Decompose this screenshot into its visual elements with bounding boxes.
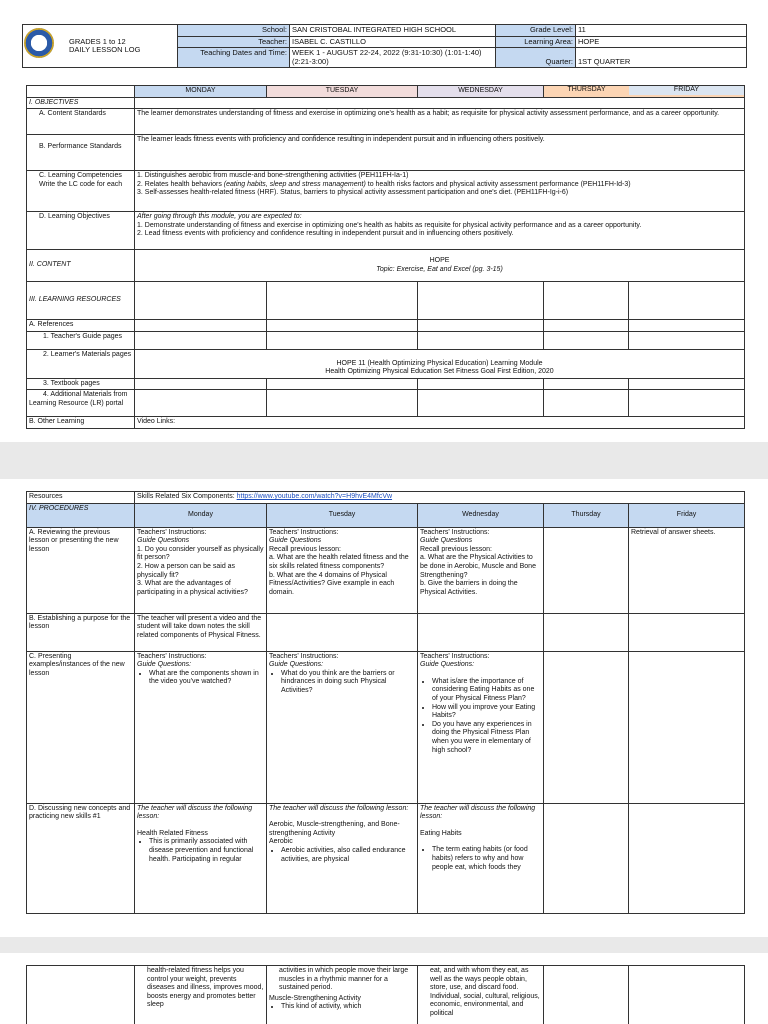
learning-objective-1: 1. Demonstrate understanding of fitness and exercise in optimizing one's health as habits as requisite for physical activity performance and as a career opportunity. xyxy=(137,221,642,229)
procedure-d-wednesday-cont: eat, and with whom they eat, as well as the ways people obtain, store, use, and discard food. Individual, social, cultural, religious, economic, environmental, and political xyxy=(418,966,544,1024)
content-standards-text: The learner demonstrates understanding of fitness and exercise in optimizing one's health as a habit; as requisite for physical activity assessment performance, and as a career opportunity. xyxy=(135,109,745,135)
learning-objectives-label: D. Learning Objectives xyxy=(27,212,135,250)
col-tuesday: Tuesday xyxy=(267,503,418,527)
learning-objectives-intro: After going through this module, you are expected to: xyxy=(137,213,302,221)
learning-competencies-text xyxy=(135,171,745,212)
procedures-continued-table xyxy=(26,965,745,1024)
guide-questions-heading: Guide Questions xyxy=(269,537,322,545)
recall-heading: Recall previous lesson: xyxy=(269,545,341,553)
learners-materials-line2: Health Optimizing Physical Education Set Fitness Goal First Edition, 2020 xyxy=(325,368,554,376)
teachers-instructions: Teachers' Instructions: xyxy=(137,528,207,536)
procedures-table xyxy=(26,491,745,914)
learning-area-label: Learning Area: xyxy=(496,36,576,48)
objectives-table xyxy=(26,85,745,429)
skills-video-link[interactable]: https://www.youtube.com/watch?v=H9hvE4MfcVw xyxy=(236,493,393,500)
learning-area-value: HOPE xyxy=(576,36,747,48)
question-item: • What is/are the importance of considering Eating Habits as one of your Physical Fitness Plan? xyxy=(432,678,541,704)
question-item: b. Give the barriers in doing the Physical Activities. xyxy=(420,580,518,596)
discussion-intro: The teacher will discuss the following lesson: xyxy=(137,804,253,821)
lesson-topic: Aerobic, Muscle-strengthening, and Bone-strengthening Activity xyxy=(269,821,400,837)
header-title-line1: GRADES 1 to 12 xyxy=(69,36,126,46)
guide-questions-heading: Guide Questions xyxy=(420,537,473,545)
teachers-instructions: Teachers' Instructions: xyxy=(420,528,490,536)
additional-materials-label: 4. Additional Materials from Learning Resource (LR) portal xyxy=(27,390,135,417)
procedure-a-label: A. Reviewing the previous lesson or presenting the new lesson xyxy=(27,527,135,613)
question-item: • How will you improve your Eating Habits? xyxy=(432,704,541,721)
col-wednesday: Wednesday xyxy=(418,503,544,527)
references-label: A. References xyxy=(27,320,135,332)
competency-2-part-c: to health risks factors and physical activity assessment performance (PEH11FH-Id-3) xyxy=(365,180,631,188)
competency-2 xyxy=(137,181,742,190)
procedure-d-tuesday-cont xyxy=(267,966,418,1024)
quarter-value: 1ST QUARTER xyxy=(576,48,747,68)
page-1 xyxy=(0,0,768,442)
teachers-instructions: Teachers' Instructions: xyxy=(137,652,207,660)
teachers-instructions: Teachers' Instructions: xyxy=(420,652,490,660)
header-title-line2: DAILY LESSON LOG xyxy=(69,45,141,55)
col-thursday: Thursday xyxy=(544,503,629,527)
discussion-intro: The teacher will discuss the following lesson: xyxy=(269,804,409,812)
content-topic: Topic: Exercise, Eat and Excel (pg. 3-15) xyxy=(376,265,503,273)
question-item: • What are the components shown in the video you've watched? xyxy=(149,670,264,687)
teachers-instructions: Teachers' Instructions: xyxy=(269,652,339,660)
question-item: a. What are the Physical Activities to be done in Aerobic, Muscle and Bone Strengthening? xyxy=(420,554,536,579)
guide-questions-heading: Guide Questions: xyxy=(137,661,192,669)
content-text xyxy=(135,250,745,282)
procedure-a-friday: Retrieval of answer sheets. xyxy=(629,527,745,613)
learning-objectives-text xyxy=(135,212,745,250)
school-value: SAN CRISTOBAL INTEGRATED HIGH SCHOOL xyxy=(290,25,496,37)
page-2 xyxy=(0,479,768,937)
content-title: HOPE xyxy=(429,257,450,265)
question-item: 2. How a person can be said as physically fit? xyxy=(137,562,236,579)
header-title-cell xyxy=(23,25,178,68)
resources-label: Resources xyxy=(27,492,135,504)
procedure-d-monday xyxy=(135,803,267,913)
lesson-subtopic: Aerobic xyxy=(269,838,293,846)
learning-competencies-label: C. Learning Competencies Write the LC code for each xyxy=(27,171,135,212)
content-label: II. CONTENT xyxy=(27,250,135,282)
procedure-c-tuesday xyxy=(267,651,418,803)
quarter-label: Quarter: xyxy=(496,48,576,68)
school-label: School: xyxy=(178,25,290,37)
teacher-label: Teacher: xyxy=(178,36,290,48)
page-3 xyxy=(0,953,768,1024)
lesson-topic: Health Related Fitness xyxy=(137,829,208,837)
day-header-thursday: THURSDAY xyxy=(567,86,606,93)
recall-heading: Recall previous lesson: xyxy=(420,545,492,553)
lesson-subtopic: Muscle-Strengthening Activity xyxy=(269,994,361,1002)
learners-materials-line1: HOPE 11 (Health Optimizing Physical Education) Learning Module xyxy=(336,359,543,367)
learners-materials-text xyxy=(135,349,745,378)
lesson-point: • This kind of activity, which xyxy=(281,1003,415,1012)
competency-1: 1. Distinguishes aerobic from muscle-and bone-strengthening activities (PEH11FH-Ia-1) xyxy=(137,172,409,180)
competency-3: 3. Self-assesses health-related fitness (HRF). Status, barriers to physical activity assessment participation and one's diet. (PEH11FH-Ig-i-6) xyxy=(137,189,569,197)
discussion-intro: The teacher will discuss the following lesson: xyxy=(420,804,536,821)
procedure-b-label: B. Establishing a purpose for the lesson xyxy=(27,613,135,651)
procedure-c-wednesday xyxy=(418,651,544,803)
performance-standards-text: The learner leads fitness events with proficiency and confidence resulting in independent pursuit and in influencing others positively. xyxy=(135,135,745,171)
lesson-topic: Eating Habits xyxy=(420,829,462,837)
question-item: • Do you have any experiences in doing the Physical Fitness Plan when you were in elementary of high school? xyxy=(432,721,541,755)
lesson-point: • Aerobic activities, also called endurance activities, are physical xyxy=(281,847,415,864)
grade-value: 11 xyxy=(576,25,747,37)
lesson-point: • The term eating habits (or food habits) refers to why and how people eat, which foods they xyxy=(432,846,541,872)
guide-questions-heading: Guide Questions xyxy=(137,537,190,545)
guide-questions-heading: Guide Questions: xyxy=(420,661,475,669)
procedure-d-wednesday xyxy=(418,803,544,913)
teacher-value: ISABEL C. CASTILLO xyxy=(290,36,496,48)
question-item: a. What are the health related fitness and the six skills related fitness components? xyxy=(269,554,409,570)
learning-resources-label: III. LEARNING RESOURCES xyxy=(27,282,135,320)
day-header-wednesday: WEDNESDAY xyxy=(418,86,544,98)
grade-label: Grade Level: xyxy=(496,25,576,37)
procedure-c-label: C. Presenting examples/instances of the new lesson xyxy=(27,651,135,803)
day-header-friday: FRIDAY xyxy=(629,86,744,95)
learners-materials-label: 2. Learner's Materials pages xyxy=(27,349,135,378)
competency-2-part-a: 2. Relates health behaviors xyxy=(137,180,224,188)
col-monday: Monday xyxy=(135,503,267,527)
procedure-c-monday xyxy=(135,651,267,803)
learning-objective-2: 2. Lead fitness events with proficiency and confidence resulting in independent pursuit and in influencing others positively. xyxy=(137,230,514,238)
col-friday: Friday xyxy=(629,503,745,527)
lesson-point: • This is primarily associated with disease prevention and functional health. Participating in regular xyxy=(149,838,264,864)
question-item: 3. What are the advantages of participating in a physical activities? xyxy=(137,580,248,596)
skills-related-text xyxy=(135,492,745,504)
skills-related-label: Skills Related Six Components: xyxy=(137,493,237,500)
question-item: • What do you think are the barriers or hindrances in doing such Physical Activities? xyxy=(281,670,415,696)
day-header-monday: MONDAY xyxy=(135,86,267,98)
content-standards-label: A. Content Standards xyxy=(27,109,135,135)
performance-standards-label: B. Performance Standards xyxy=(27,135,135,171)
procedure-a-tuesday xyxy=(267,527,418,613)
procedure-d-tuesday xyxy=(267,803,418,913)
procedures-label: IV. PROCEDURES xyxy=(27,503,135,527)
teachers-instructions: Teachers' Instructions: xyxy=(269,528,339,536)
guide-questions-heading: Guide Questions: xyxy=(269,661,324,669)
lesson-point-cont: activities in which people move their large muscles in a rhythmic manner for a sustained period. xyxy=(279,967,409,992)
other-learning-label: B. Other Learning xyxy=(27,417,135,429)
question-item: 1. Do you consider yourself as physically fit person? xyxy=(137,545,264,562)
procedure-d-monday-cont: health-related fitness helps you control your weight, prevents diseases and illness, improves mood, boosts energy and promotes better sleep xyxy=(135,966,267,1024)
day-header-tuesday: TUESDAY xyxy=(267,86,418,98)
procedure-b-monday: The teacher will present a video and the student will take down notes the skill related components of Physical Fitness. xyxy=(135,613,267,651)
procedure-a-wednesday xyxy=(418,527,544,613)
competency-2-part-b: (eating habits, sleep and stress management) xyxy=(223,180,366,188)
question-item: b. What are the 4 domains of Physical Fitness/Activities? Give example in each domain. xyxy=(269,571,395,596)
dates-label: Teaching Dates and Time: xyxy=(178,48,290,68)
textbook-pages-label: 3. Textbook pages xyxy=(27,378,135,390)
objectives-title: I. OBJECTIVES xyxy=(27,97,135,109)
lesson-log-header xyxy=(22,24,747,68)
procedure-a-monday xyxy=(135,527,267,613)
other-learning-text: Video Links: xyxy=(135,417,745,429)
teachers-guide-label: 1. Teacher's Guide pages xyxy=(27,331,135,349)
dates-value: WEEK 1 - AUGUST 22-24, 2022 (9:31-10:30) (1:01-1:40) (2:21-3:00) xyxy=(290,48,496,68)
procedure-d-label: D. Discussing new concepts and practicing new skills #1 xyxy=(27,803,135,913)
